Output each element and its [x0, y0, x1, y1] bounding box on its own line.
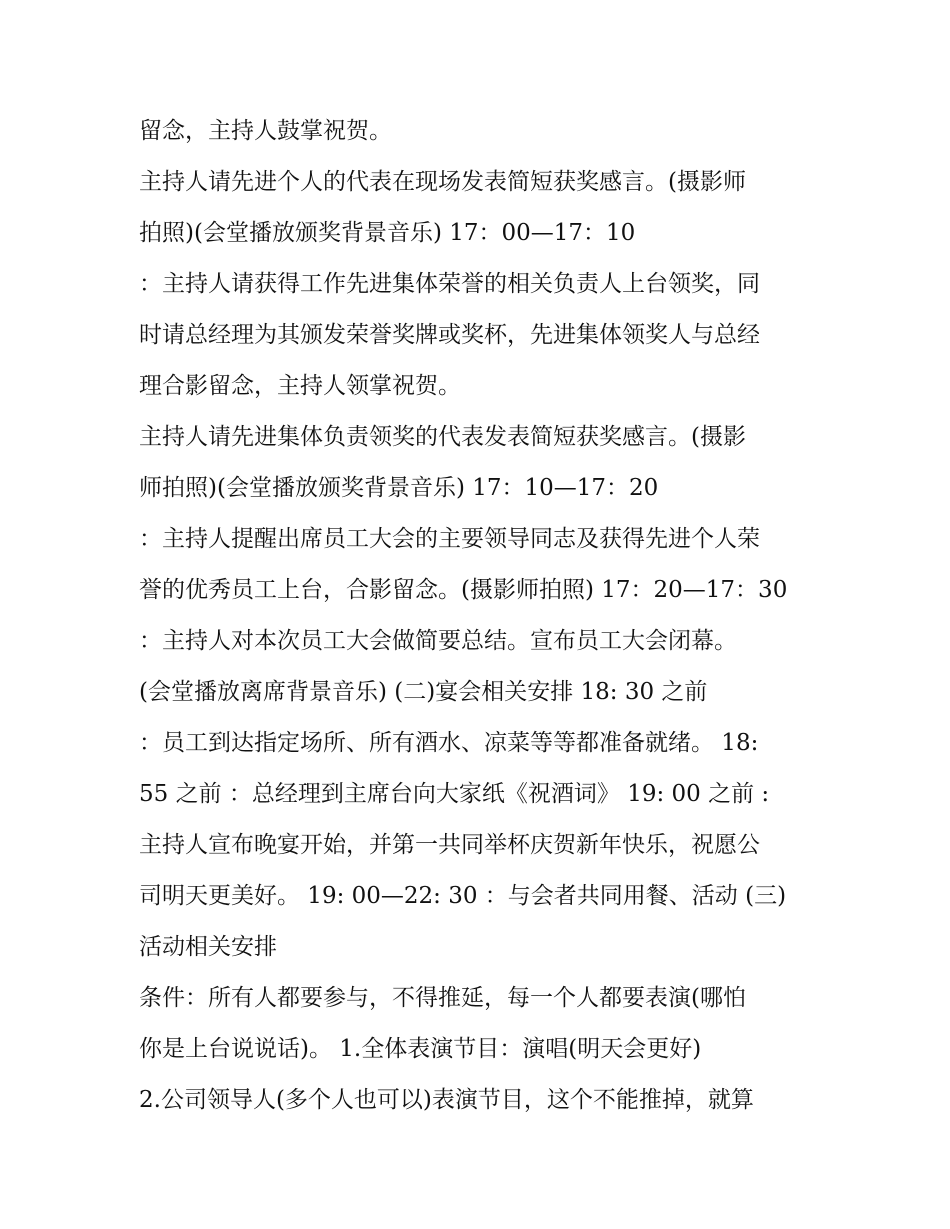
text-line: ：主持人提醒出席员工大会的主要领导同志及获得先进个人荣 [139, 526, 760, 552]
text-line: 你是上台说说话)。 1.全体表演节目：演唱(明天会更好) [139, 1036, 702, 1062]
text-line: 司明天更美好。 19: 00—22: 30 ：与会者共同用餐、活动 (三) [139, 883, 787, 909]
text-line: 誉的优秀员工上台，合影留念。(摄影师拍照) 17：20—17：30 [139, 577, 788, 603]
text-line: 时请总经理为其颁发荣誉奖牌或奖杯，先进集体领奖人与总经 [139, 322, 760, 348]
text-line: 师拍照)(会堂播放颁奖背景音乐) 17：10—17：20 [139, 475, 659, 501]
text-line: 主持人请先进集体负责领奖的代表发表简短获奖感言。(摄影 [139, 424, 746, 450]
text-line: 条件：所有人都要参与，不得推延，每一个人都要表演(哪怕 [139, 985, 746, 1011]
text-line: (会堂播放离席背景音乐) (二)宴会相关安排 18: 30 之前 [139, 679, 708, 705]
text-line: 主持人宣布晚宴开始，并第一共同举杯庆贺新年快乐，祝愿公 [139, 832, 760, 858]
text-line: ：员工到达指定场所、所有酒水、凉菜等等都准备就绪。 18: [139, 730, 759, 756]
text-line: 留念，主持人鼓掌祝贺。 [139, 118, 392, 144]
text-line: 理合影留念，主持人领掌祝贺。 [139, 373, 461, 399]
document-body [139, 106, 819, 1126]
text-line: 55 之前 ：总经理到主席台向大家纸《祝酒词》 19: 00 之前 : [139, 781, 770, 807]
text-line: 主持人请先进个人的代表在现场发表简短获奖感言。(摄影师 [139, 169, 746, 195]
text-line: 拍照)(会堂播放颁奖背景音乐) 17：00—17：10 [139, 220, 636, 246]
text-line: 2.公司领导人(多个人也可以)表演节目，这个不能推掉，就算 [139, 1087, 754, 1113]
text-line: ：主持人请获得工作先进集体荣誉的相关负责人上台领奖，同 [139, 271, 760, 297]
text-line: ：主持人对本次员工大会做简要总结。宣布员工大会闭幕。 [139, 628, 737, 654]
text-line: 活动相关安排 [139, 934, 277, 960]
